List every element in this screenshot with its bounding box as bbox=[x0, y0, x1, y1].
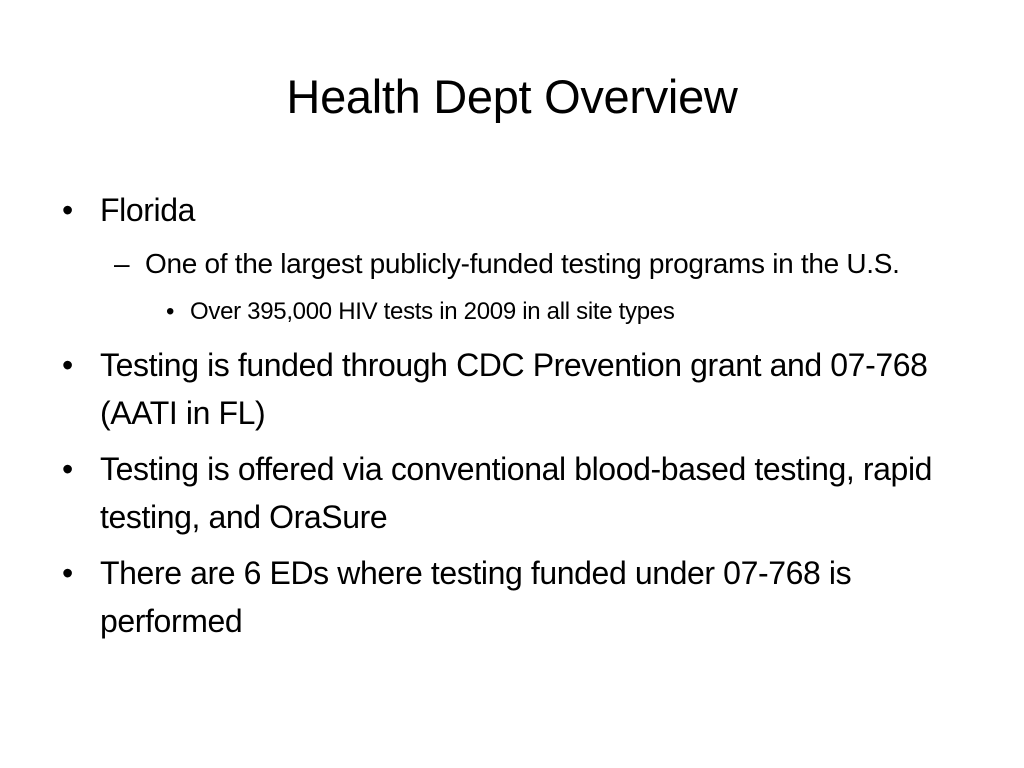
sub-bullet-item-largest-program bbox=[108, 242, 956, 285]
bullet-item-eds bbox=[56, 549, 956, 645]
bullet-icon: • bbox=[166, 298, 175, 325]
slide-title: Health Dept Overview bbox=[286, 70, 738, 123]
bullet-text: Florida bbox=[100, 192, 196, 228]
bullet-icon: • bbox=[62, 347, 73, 383]
bullet-icon: • bbox=[62, 192, 73, 228]
bullet-icon: • bbox=[62, 555, 73, 591]
bullet-text: Testing is offered via conventional blood-based testing, rapid testing, and OraSure bbox=[100, 451, 933, 535]
bullet-text: There are 6 EDs where testing funded under 07-768 is performed bbox=[100, 555, 852, 639]
sub-sub-bullet-text: Over 395,000 HIV tests in 2009 in all site types bbox=[190, 298, 675, 325]
bullet-item-testing-methods bbox=[56, 445, 956, 541]
bullet-text: Testing is funded through CDC Prevention grant and 07-768 (AATI in FL) bbox=[100, 347, 928, 431]
bullet-item-funding bbox=[56, 341, 956, 437]
sub-sub-bullet-item-hiv-tests bbox=[164, 293, 956, 331]
bullet-icon: • bbox=[62, 451, 73, 487]
bullet-item-florida bbox=[56, 186, 956, 234]
slide-body bbox=[56, 186, 956, 653]
sub-bullet-text: One of the largest publicly-funded testing programs in the U.S. bbox=[145, 248, 900, 279]
dash-icon: – bbox=[114, 248, 130, 279]
